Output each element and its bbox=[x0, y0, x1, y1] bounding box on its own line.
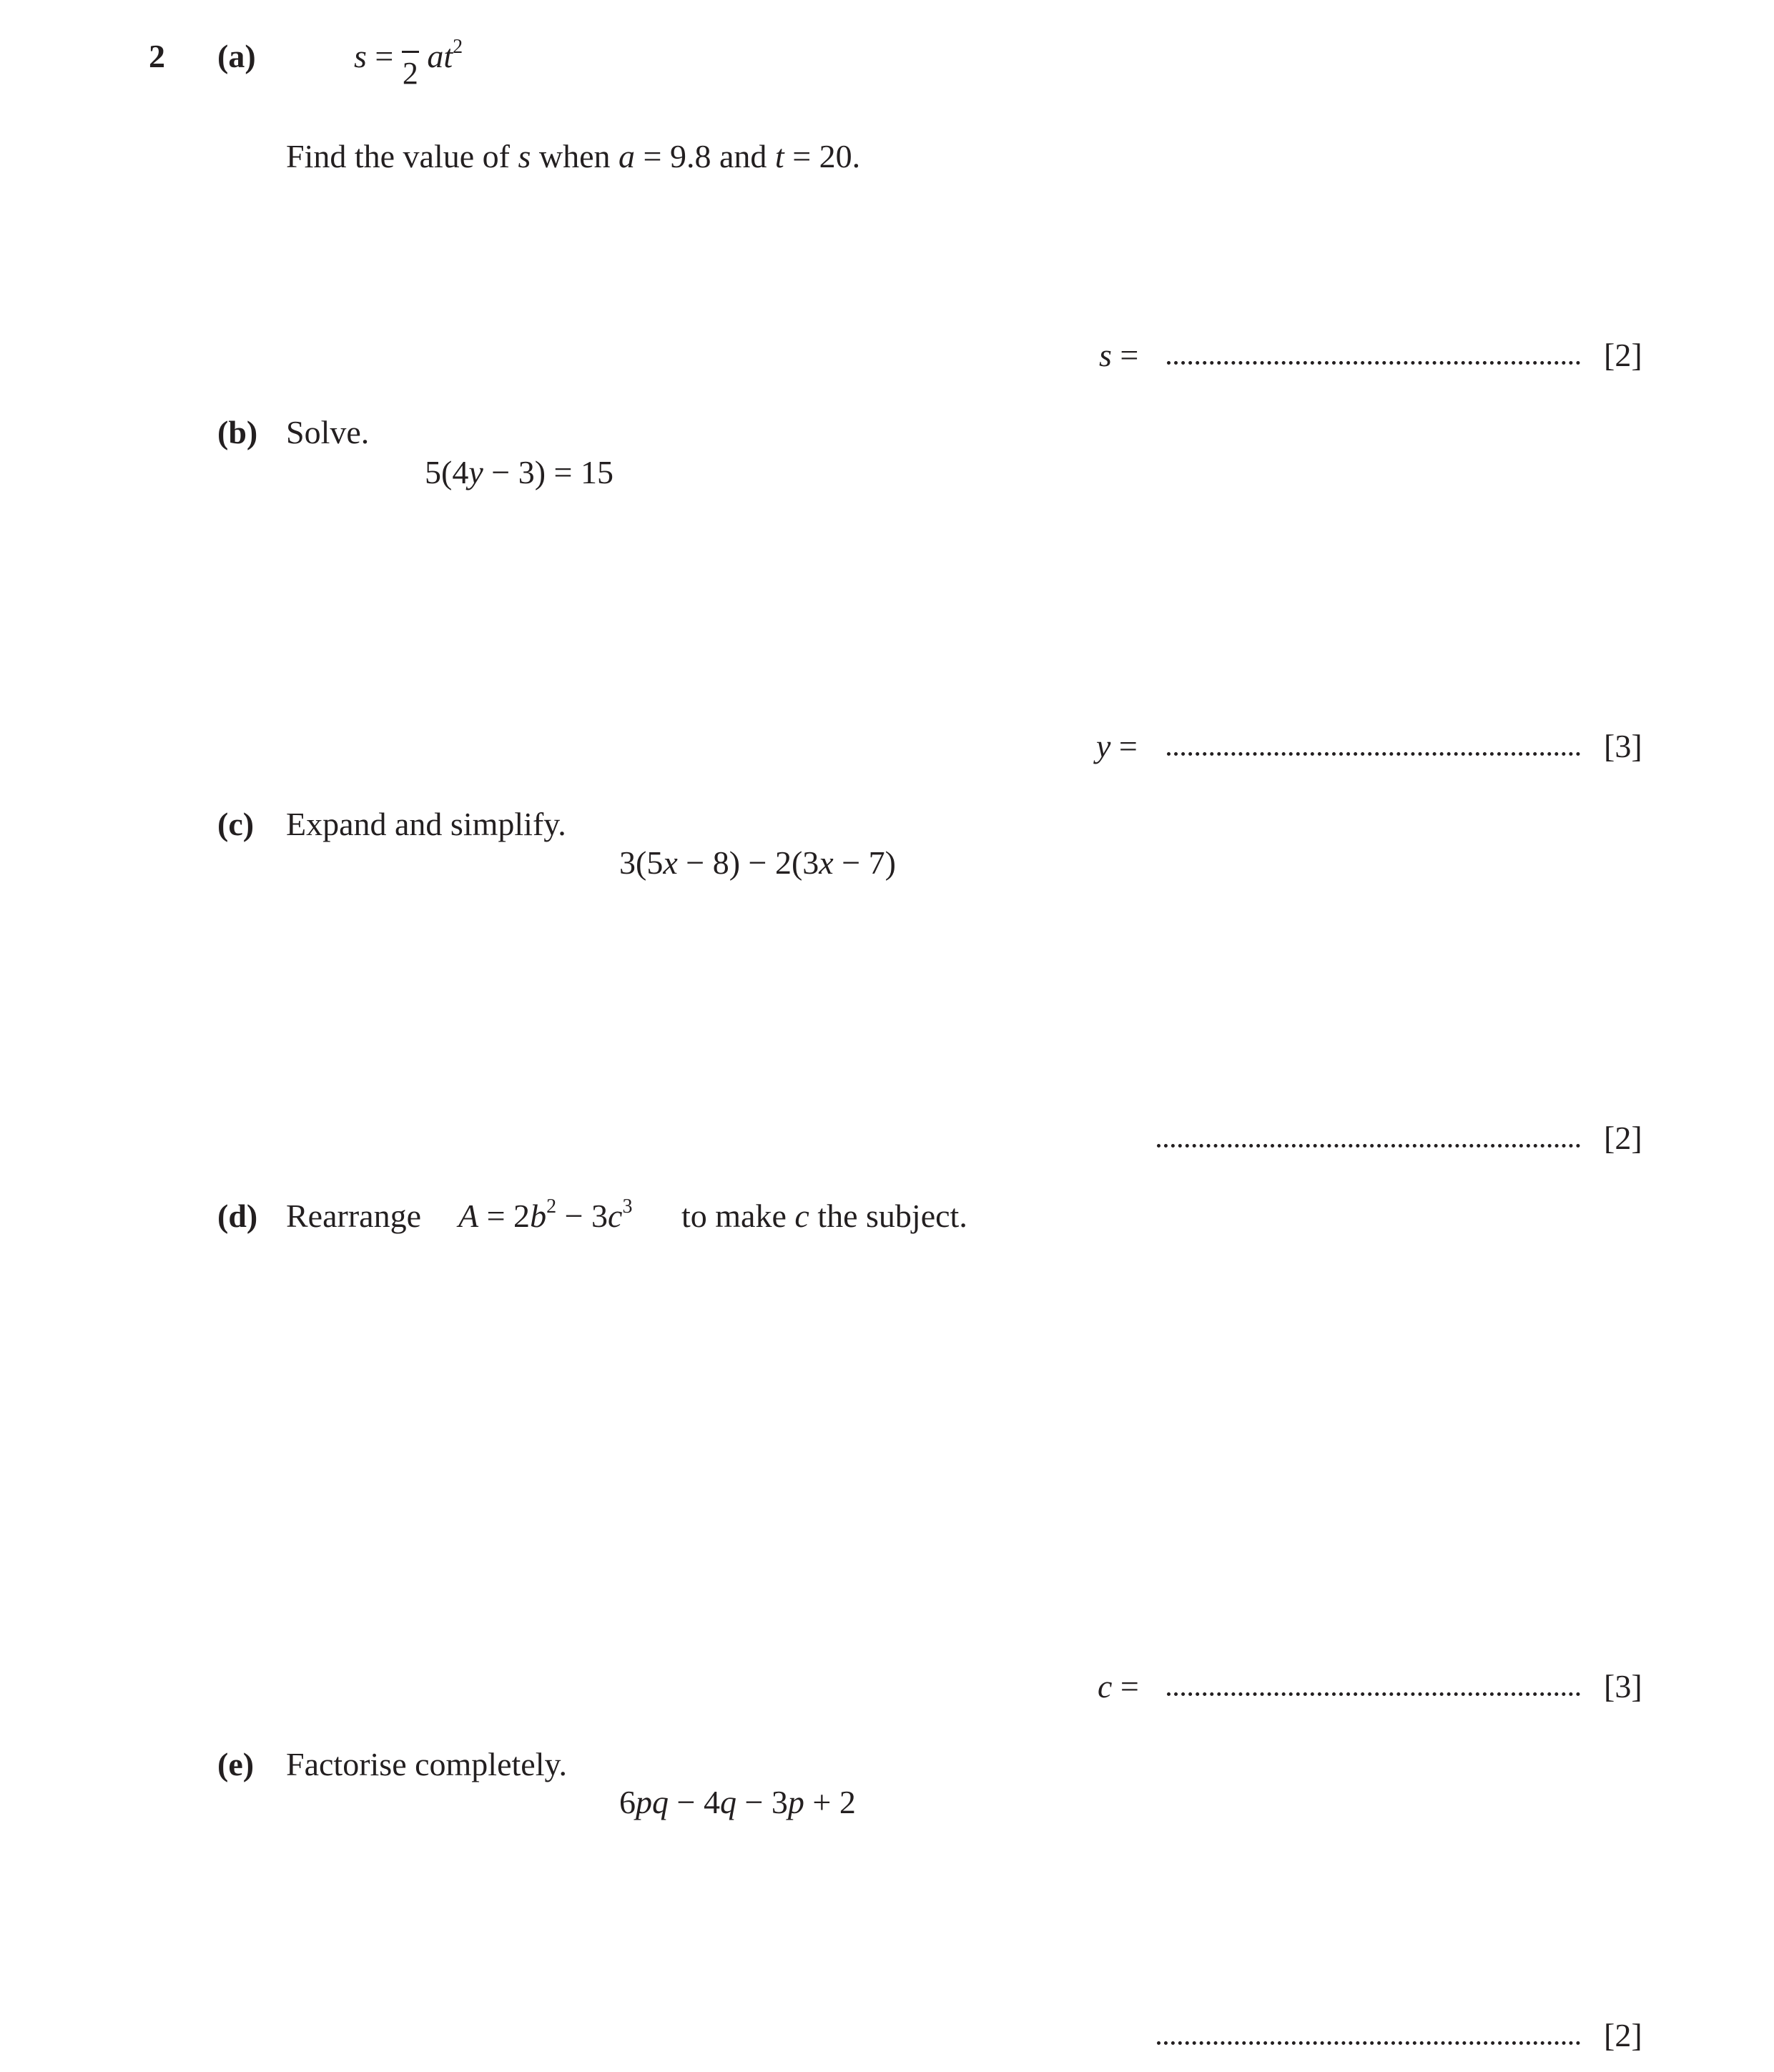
expr-text: + 2 bbox=[804, 1784, 856, 1820]
formula-equals: = bbox=[375, 38, 394, 74]
part-d-tail bbox=[681, 1200, 967, 1233]
part-d-equation bbox=[458, 1195, 633, 1234]
part-a-formula bbox=[354, 36, 463, 92]
answer-d-line[interactable] bbox=[1167, 1692, 1580, 1696]
eq-text: = 2 bbox=[478, 1198, 531, 1234]
expr-text: − 4 bbox=[669, 1784, 720, 1820]
part-c-expression bbox=[619, 844, 896, 881]
eq-var-c: c bbox=[608, 1198, 623, 1234]
question-number: 2 bbox=[149, 38, 165, 74]
answer-equals: = bbox=[1120, 337, 1139, 373]
expr-var-p: p bbox=[787, 1784, 804, 1820]
answer-a-line[interactable] bbox=[1167, 361, 1580, 365]
answer-var: c bbox=[1098, 1668, 1113, 1705]
tail-text: the subject. bbox=[809, 1198, 967, 1234]
eq-text: 5(4 bbox=[425, 454, 469, 490]
expr-var-x: x bbox=[663, 844, 678, 881]
answer-c-line[interactable] bbox=[1157, 1144, 1580, 1148]
answer-equals: = bbox=[1118, 728, 1138, 764]
fraction-denominator: 2 bbox=[402, 56, 418, 92]
part-d-label: (d) bbox=[217, 1198, 258, 1234]
answer-d-label bbox=[1098, 1670, 1139, 1703]
answer-e-line[interactable] bbox=[1157, 2041, 1580, 2045]
expr-text: 6 bbox=[619, 1784, 636, 1820]
part-c-label: (c) bbox=[217, 806, 255, 842]
marks-e: [2] bbox=[1604, 2017, 1642, 2053]
part-a-label: (a) bbox=[217, 38, 256, 74]
tail-text: to make bbox=[681, 1198, 795, 1234]
part-b-instruction: Solve. bbox=[286, 414, 370, 450]
answer-a-label bbox=[1099, 339, 1138, 372]
eq-var-y: y bbox=[468, 454, 483, 490]
part-e-expression bbox=[619, 1786, 856, 1819]
eq-text: − 3 bbox=[556, 1198, 608, 1234]
answer-var: y bbox=[1096, 728, 1111, 764]
eq-var-b: b bbox=[530, 1198, 547, 1234]
answer-b-line[interactable] bbox=[1167, 752, 1580, 756]
formula-rhs-exponent: 2 bbox=[453, 36, 463, 58]
part-c-instruction: Expand and simplify. bbox=[286, 806, 566, 842]
eq-text: − 3) = 15 bbox=[483, 454, 613, 490]
part-a-prompt bbox=[286, 140, 860, 173]
formula-rhs-var: at bbox=[427, 38, 453, 74]
eq-exponent: 2 bbox=[546, 1195, 557, 1218]
marks-b: [3] bbox=[1604, 728, 1642, 764]
part-e-instruction: Factorise completely. bbox=[286, 1746, 567, 1782]
expr-text: − 8) − 2(3 bbox=[677, 844, 819, 881]
prompt-text: Find the value of bbox=[286, 138, 518, 174]
marks-c: [2] bbox=[1604, 1120, 1642, 1156]
tail-var-c: c bbox=[794, 1198, 809, 1234]
expr-text: 3(5 bbox=[619, 844, 664, 881]
formula-fraction bbox=[402, 45, 419, 92]
formula-var-s: s bbox=[354, 38, 367, 74]
marks-d: [3] bbox=[1604, 1668, 1642, 1705]
part-b-label: (b) bbox=[217, 414, 258, 450]
prompt-text: = 20. bbox=[784, 138, 861, 174]
part-d-instruction: Rearrange bbox=[286, 1198, 421, 1234]
eq-exponent: 3 bbox=[622, 1195, 633, 1218]
part-b-equation bbox=[425, 456, 613, 489]
prompt-var-t: t bbox=[774, 138, 784, 174]
answer-var: s bbox=[1099, 337, 1112, 373]
prompt-var-a: a bbox=[619, 138, 636, 174]
expr-var-q: q bbox=[719, 1784, 736, 1820]
answer-b-label bbox=[1096, 730, 1138, 763]
eq-var-A: A bbox=[458, 1198, 479, 1234]
fraction-bar bbox=[402, 51, 419, 53]
prompt-text: = 9.8 and bbox=[635, 138, 775, 174]
part-e-label: (e) bbox=[217, 1746, 255, 1782]
prompt-var-s: s bbox=[518, 138, 531, 174]
expr-var-x: x bbox=[819, 844, 834, 881]
marks-a: [2] bbox=[1604, 337, 1642, 373]
prompt-text: when bbox=[531, 138, 619, 174]
expr-text: − 3 bbox=[736, 1784, 788, 1820]
expr-var-pq: pq bbox=[636, 1784, 669, 1820]
expr-text: − 7) bbox=[833, 844, 896, 881]
answer-equals: = bbox=[1120, 1668, 1139, 1705]
